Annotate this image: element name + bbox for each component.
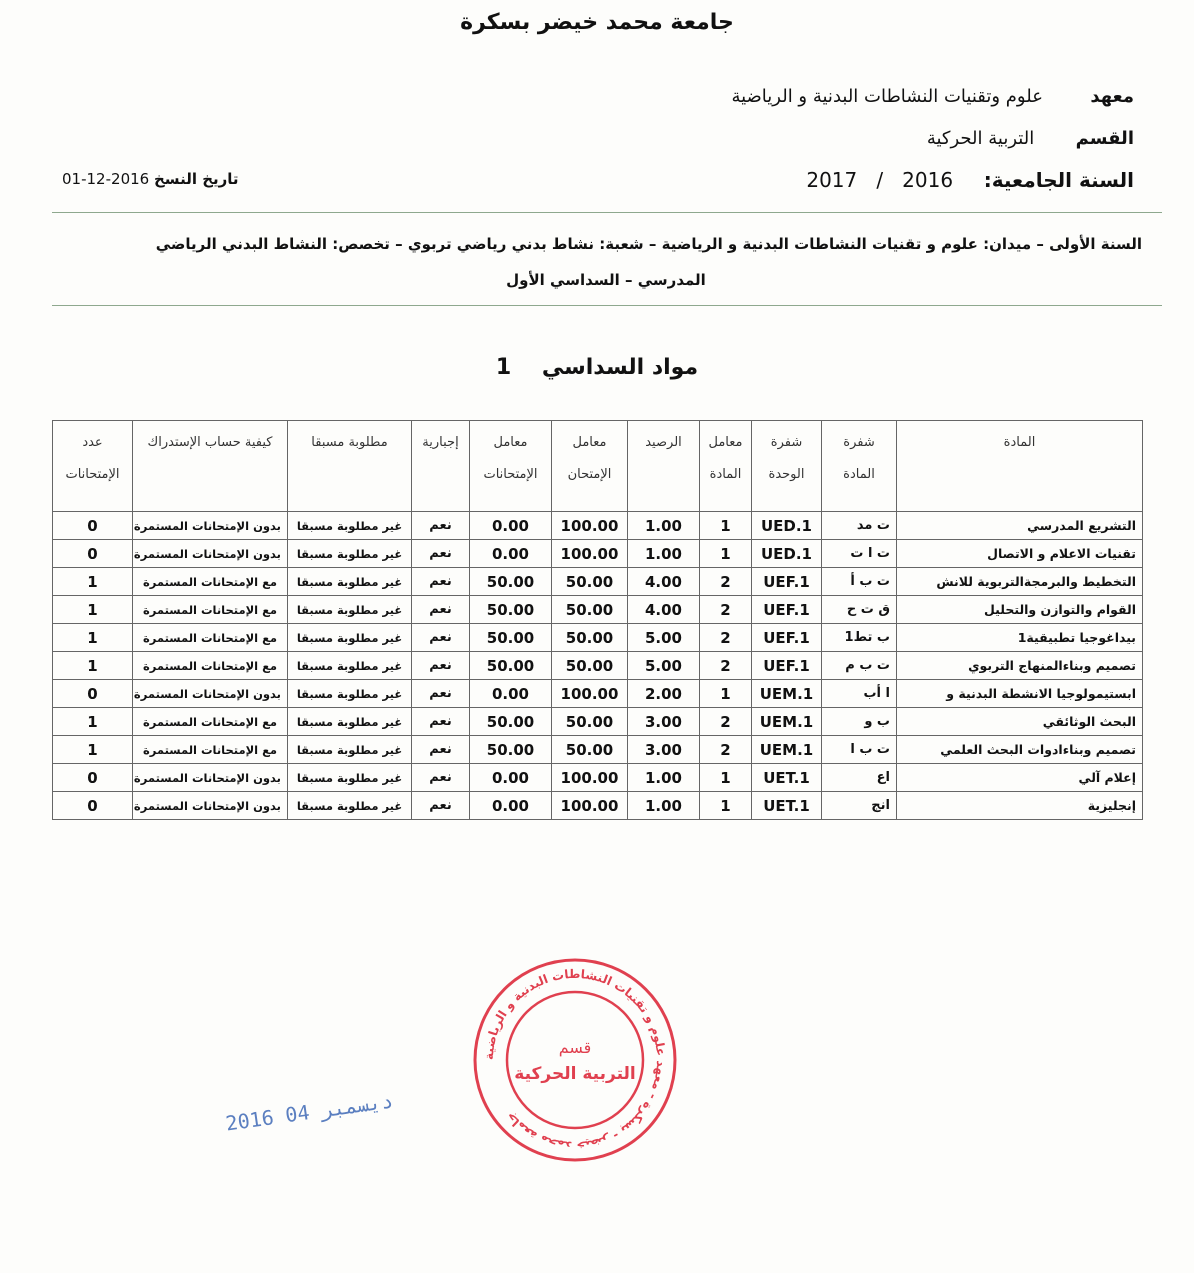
credit-cell: 5.00 [628, 624, 700, 652]
exams-count-cell: 1 [53, 652, 133, 680]
subject-code-cell: ا أب [822, 680, 897, 708]
department-row [927, 128, 1134, 149]
exams-count-cell: 1 [53, 708, 133, 736]
exams-count-cell: 1 [53, 624, 133, 652]
prerequisite-cell: غير مطلوبة مسبقا [288, 736, 412, 764]
exams-count-cell: 0 [53, 792, 133, 820]
header-credit: الرصيد [628, 421, 700, 512]
coefficient-cell: 1 [700, 764, 752, 792]
subject-code-cell: ت ا ت [822, 540, 897, 568]
coefficient-cell: 1 [700, 540, 752, 568]
exams-count-cell: 0 [53, 540, 133, 568]
subject-code-cell: ت مد [822, 512, 897, 540]
table-row [53, 736, 1143, 764]
table-row [53, 708, 1143, 736]
unit-code-cell: UET.1 [752, 764, 822, 792]
credit-cell: 1.00 [628, 540, 700, 568]
seal-inner-ring [507, 992, 643, 1128]
mandatory-cell: نعم [412, 708, 470, 736]
unit-code-cell: UEF.1 [752, 652, 822, 680]
unit-code-cell: UEM.1 [752, 708, 822, 736]
credit-cell: 4.00 [628, 596, 700, 624]
mandatory-cell: نعم [412, 624, 470, 652]
header-subject: المادة [897, 421, 1143, 512]
institute-row [731, 86, 1134, 107]
credit-cell: 3.00 [628, 708, 700, 736]
copy-date-value: 2016-12-01 [62, 170, 150, 188]
exam-coef-cell: 50.00 [552, 596, 628, 624]
unit-code-cell: UEM.1 [752, 736, 822, 764]
exams-coef-cell: 50.00 [470, 736, 552, 764]
prerequisite-cell: غير مطلوبة مسبقا [288, 792, 412, 820]
subject-code-cell: ق ت ح [822, 596, 897, 624]
program-banner [70, 226, 1142, 298]
header-mandatory: إجبارية [412, 421, 470, 512]
table-row [53, 568, 1143, 596]
makeup-cell: مع الإمتحانات المستمرة [133, 652, 288, 680]
coefficient-cell: 2 [700, 624, 752, 652]
coefficient-cell: 1 [700, 792, 752, 820]
makeup-cell: بدون الإمتحانات المستمرة [133, 764, 288, 792]
coefficient-cell: 2 [700, 736, 752, 764]
exam-coef-cell: 50.00 [552, 708, 628, 736]
year-row [806, 168, 1134, 192]
subject-cell: ابستيمولوجيا الانشطة البدنية و [897, 680, 1143, 708]
subject-code-cell: انج [822, 792, 897, 820]
prerequisite-cell: غير مطلوبة مسبقا [288, 596, 412, 624]
exam-coef-cell: 50.00 [552, 736, 628, 764]
department-seal [470, 955, 680, 1165]
exam-coef-cell: 100.00 [552, 540, 628, 568]
mandatory-cell: نعم [412, 792, 470, 820]
subject-code-cell: ب تط1 [822, 624, 897, 652]
prerequisite-cell: غير مطلوبة مسبقا [288, 708, 412, 736]
unit-code-cell: UED.1 [752, 512, 822, 540]
unit-code-cell: UEM.1 [752, 680, 822, 708]
exams-count-cell: 0 [53, 764, 133, 792]
subject-cell: تصميم وبناءادوات البحث العلمي [897, 736, 1143, 764]
bottom-divider [52, 305, 1162, 306]
mandatory-cell: نعم [412, 596, 470, 624]
header-prerequisite: مطلوبة مسبقا [288, 421, 412, 512]
year-label: السنة الجامعية: [983, 168, 1134, 192]
makeup-cell: مع الإمتحانات المستمرة [133, 708, 288, 736]
table-row [53, 652, 1143, 680]
coefficient-cell: 2 [700, 652, 752, 680]
makeup-cell: بدون الإمتحانات المستمرة [133, 680, 288, 708]
mandatory-cell: نعم [412, 680, 470, 708]
credit-cell: 1.00 [628, 792, 700, 820]
coefficient-cell: 2 [700, 708, 752, 736]
unit-code-cell: UET.1 [752, 792, 822, 820]
table-row [53, 512, 1143, 540]
unit-code-cell: UEF.1 [752, 624, 822, 652]
credit-cell: 3.00 [628, 736, 700, 764]
subject-code-cell: ت ب أ [822, 568, 897, 596]
coefficient-cell: 1 [700, 512, 752, 540]
exam-coef-cell: 100.00 [552, 792, 628, 820]
exam-coef-cell: 100.00 [552, 764, 628, 792]
makeup-cell: مع الإمتحانات المستمرة [133, 568, 288, 596]
table-row [53, 540, 1143, 568]
department-label: القسم [1075, 128, 1134, 149]
exams-coef-cell: 50.00 [470, 596, 552, 624]
copy-date-label: تاريخ النسخ [154, 170, 239, 188]
coefficient-cell: 1 [700, 680, 752, 708]
header-subject-code: شفرة المادة [822, 421, 897, 512]
table-row [53, 792, 1143, 820]
prerequisite-cell: غير مطلوبة مسبقا [288, 680, 412, 708]
makeup-cell: بدون الإمتحانات المستمرة [133, 540, 288, 568]
header-unit-code: شفرة الوحدة [752, 421, 822, 512]
prerequisite-cell: غير مطلوبة مسبقا [288, 540, 412, 568]
mandatory-cell: نعم [412, 736, 470, 764]
table-header-row [53, 421, 1143, 512]
header-coefficient: معامل المادة [700, 421, 752, 512]
institute-label: معهد [1090, 86, 1134, 107]
university-title: جامعة محمد خيضر بسكرة [460, 10, 734, 35]
header-makeup: كيفية حساب الإستدراك [133, 421, 288, 512]
subject-cell: إعلام آلي [897, 764, 1143, 792]
mandatory-cell: نعم [412, 568, 470, 596]
table-row [53, 624, 1143, 652]
date-stamp: 2016 ديسمبر 04 [224, 1088, 395, 1136]
unit-code-cell: UED.1 [752, 540, 822, 568]
mandatory-cell: نعم [412, 540, 470, 568]
credit-cell: 1.00 [628, 764, 700, 792]
copy-date [62, 170, 239, 188]
exam-coef-cell: 100.00 [552, 512, 628, 540]
exams-coef-cell: 50.00 [470, 568, 552, 596]
table-row [53, 680, 1143, 708]
institute-value: علوم وتقنيات النشاطات البدنية و الرياضية [731, 86, 1043, 107]
mandatory-cell: نعم [412, 512, 470, 540]
makeup-cell: مع الإمتحانات المستمرة [133, 736, 288, 764]
subject-cell: إنجليزية [897, 792, 1143, 820]
exams-count-cell: 0 [53, 512, 133, 540]
year-value: 2016 / 2017 [806, 168, 954, 192]
subject-cell: تصميم وبناءالمنهاج التربوي [897, 652, 1143, 680]
credit-cell: 2.00 [628, 680, 700, 708]
coefficient-cell: 2 [700, 568, 752, 596]
exams-coef-cell: 0.00 [470, 792, 552, 820]
exams-coef-cell: 50.00 [470, 652, 552, 680]
coefficient-cell: 2 [700, 596, 752, 624]
exams-count-cell: 1 [53, 596, 133, 624]
subject-cell: تقنيات الاعلام و الاتصال [897, 540, 1143, 568]
makeup-cell: بدون الإمتحانات المستمرة [133, 792, 288, 820]
exams-coef-cell: 0.00 [470, 764, 552, 792]
subject-code-cell: ب و [822, 708, 897, 736]
makeup-cell: بدون الإمتحانات المستمرة [133, 512, 288, 540]
subject-code-cell: ت ب ا [822, 736, 897, 764]
subjects-table [52, 420, 1143, 820]
seal-outer-ring [475, 960, 675, 1160]
exams-coef-cell: 0.00 [470, 512, 552, 540]
prerequisite-cell: غير مطلوبة مسبقا [288, 764, 412, 792]
exam-coef-cell: 50.00 [552, 568, 628, 596]
banner-line-1: السنة الأولى – ميدان: علوم و تقنيات النشاطات البدنية و الرياضية – شعبة: نشاط بدني رياضي تربوي – تخصص: النشاط البدني الرياضي [155, 235, 1142, 253]
unit-code-cell: UEF.1 [752, 568, 822, 596]
exams-count-cell: 0 [53, 680, 133, 708]
banner-line-2: المدرسي – السداسي الأول [506, 271, 706, 289]
subject-cell: البحث الوثائقي [897, 708, 1143, 736]
header-exams-coef: معامل الإمتحانات [470, 421, 552, 512]
credit-cell: 5.00 [628, 652, 700, 680]
prerequisite-cell: غير مطلوبة مسبقا [288, 624, 412, 652]
exam-coef-cell: 50.00 [552, 624, 628, 652]
subject-cell: بيداغوجيا تطبيقية1 [897, 624, 1143, 652]
mandatory-cell: نعم [412, 764, 470, 792]
exams-count-cell: 1 [53, 736, 133, 764]
table-row [53, 596, 1143, 624]
exams-count-cell: 1 [53, 568, 133, 596]
exams-coef-cell: 0.00 [470, 680, 552, 708]
seal-outer-text: جامعة محمد خيضر - بسكرة - معهد علوم و تقنيات النشاطات البدنية و الرياضية [481, 966, 669, 1154]
subject-code-cell: اع [822, 764, 897, 792]
exam-coef-cell: 100.00 [552, 680, 628, 708]
department-value: التربية الحركية [926, 128, 1035, 149]
prerequisite-cell: غير مطلوبة مسبقا [288, 568, 412, 596]
unit-code-cell: UEF.1 [752, 596, 822, 624]
prerequisite-cell: غير مطلوبة مسبقا [288, 652, 412, 680]
exams-coef-cell: 50.00 [470, 624, 552, 652]
exams-coef-cell: 50.00 [470, 708, 552, 736]
makeup-cell: مع الإمتحانات المستمرة [133, 596, 288, 624]
exam-coef-cell: 50.00 [552, 652, 628, 680]
top-divider [52, 212, 1162, 213]
subject-cell: التخطيط والبرمجةالتربوية للانش [897, 568, 1143, 596]
credit-cell: 1.00 [628, 512, 700, 540]
makeup-cell: مع الإمتحانات المستمرة [133, 624, 288, 652]
subject-code-cell: ت ب م [822, 652, 897, 680]
seal-line-1: قسم [558, 1038, 592, 1057]
prerequisite-cell: غير مطلوبة مسبقا [288, 512, 412, 540]
semester-title: مواد السداسي 1 [495, 355, 699, 380]
header-exam-coef: معامل الإمتحان [552, 421, 628, 512]
header-exams-count: عدد الإمتحانات [53, 421, 133, 512]
subject-cell: التشريع المدرسي [897, 512, 1143, 540]
subject-cell: القوام والتوازن والتحليل [897, 596, 1143, 624]
mandatory-cell: نعم [412, 652, 470, 680]
exams-coef-cell: 0.00 [470, 540, 552, 568]
seal-line-2: التربية الحركية [514, 1064, 636, 1084]
credit-cell: 4.00 [628, 568, 700, 596]
table-row [53, 764, 1143, 792]
